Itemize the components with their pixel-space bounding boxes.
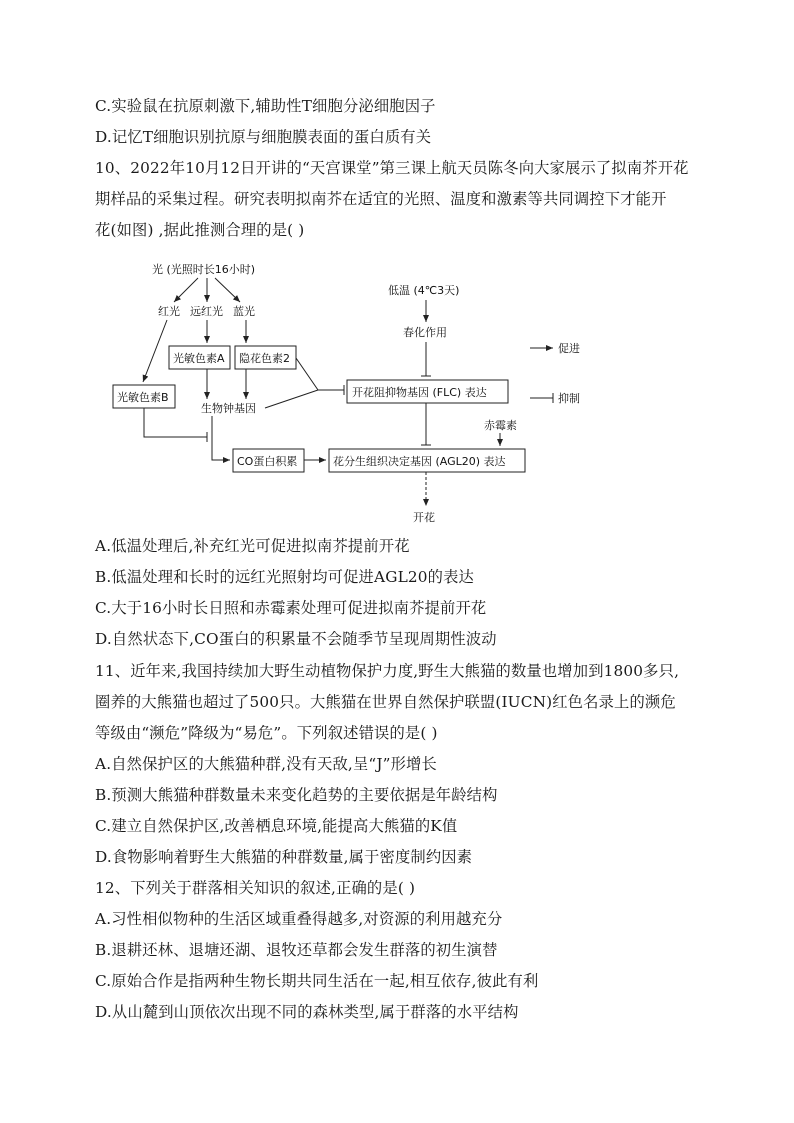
arrow-light-to-blue	[215, 278, 240, 302]
clock-gene-label: 生物钟基因	[201, 402, 256, 415]
arrow-light-to-red	[174, 278, 198, 302]
co-protein-label: CO蛋白积累	[237, 455, 298, 468]
flc-label: 开花阻抑物基因 (FLC) 表达	[352, 386, 487, 399]
q11-option-d: D.食物影响着野生大熊猫的种群数量,属于密度制约因素	[95, 848, 473, 866]
legend-promote-label: 促进	[558, 342, 580, 355]
agl20-label: 花分生组织决定基因 (AGL20) 表达	[333, 455, 506, 468]
far-red-light-label: 远红光	[190, 305, 223, 318]
arrow-clock-to-co	[212, 416, 230, 460]
inhibit-phyb-to-co	[144, 408, 207, 437]
inhibit-cry2-to-flc	[296, 358, 318, 390]
q12-option-a: A.习性相似物种的生活区域重叠得越多,对资源的利用越充分	[95, 910, 503, 928]
q11-option-a: A.自然保护区的大熊猫种群,没有天敌,呈“J”形增长	[95, 755, 437, 773]
q12-option-b: B.退耕还林、退塘还湖、退牧还草都会发生群落的初生演替	[95, 941, 498, 959]
arrow-red-to-phyb	[143, 320, 167, 382]
cryptochrome-2-label: 隐花色素2	[239, 352, 290, 365]
low-temp-label: 低温 (4℃3天)	[388, 284, 460, 297]
q12-stem: 12、下列关于群落相关知识的叙述,正确的是( )	[95, 879, 416, 897]
q10-stem-line-2: 期样品的采集过程。研究表明拟南芥在适宜的光照、温度和激素等共同调控下才能开	[95, 190, 667, 208]
blue-light-label: 蓝光	[233, 305, 255, 318]
q11-option-b: B.预测大熊猫种群数量未来变化趋势的主要依据是年龄结构	[95, 786, 498, 804]
legend-inhibit-label: 抑制	[558, 392, 580, 405]
phytochrome-b-label: 光敏色素B	[117, 391, 169, 404]
inhibit-clock-to-flc	[265, 390, 318, 408]
q11-option-c: C.建立自然保护区,改善栖息环境,能提高大熊猫的K值	[95, 817, 458, 835]
q12-option-d: D.从山麓到山顶依次出现不同的森林类型,属于群落的水平结构	[95, 1003, 519, 1021]
q10-stem-line-3: 花(如图) ,据此推测合理的是( )	[95, 221, 305, 239]
q10-option-d: D.自然状态下,CO蛋白的积累量不会随季节呈现周期性波动	[95, 630, 497, 648]
q11-stem-line-2: 圈养的大熊猫也超过了500只。大熊猫在世界自然保护联盟(IUCN)红色名录上的濒危	[95, 693, 676, 711]
vernalization-label: 春化作用	[403, 326, 447, 339]
q11-stem-line-1: 11、近年来,我国持续加大野生动植物保护力度,野生大熊猫的数量也增加到1800多只,	[95, 662, 680, 680]
gibberellin-label: 赤霉素	[484, 419, 517, 432]
q12-option-c: C.原始合作是指两种生物长期共同生活在一起,相互依存,彼此有利	[95, 972, 539, 990]
red-light-label: 红光	[158, 305, 180, 318]
flowering-label: 开花	[413, 511, 435, 524]
q10-option-c: C.大于16小时长日照和赤霉素处理可促进拟南芥提前开花	[95, 599, 487, 617]
q11-stem-line-3: 等级由“濒危”降级为“易危”。下列叙述错误的是( )	[95, 724, 438, 742]
q9-option-c: C.实验鼠在抗原刺激下,辅助性T细胞分泌细胞因子	[95, 97, 436, 115]
q10-option-b: B.低温处理和长时的远红光照射均可促进AGL20的表达	[95, 568, 474, 586]
q10-stem-line-1: 10、2022年10月12日开讲的“天宫课堂”第三课上航天员陈冬向大家展示了拟南芥开花	[95, 159, 689, 177]
phytochrome-a-label: 光敏色素A	[173, 352, 225, 365]
light-label: 光 (光照时长16小时)	[152, 263, 256, 276]
q9-option-d: D.记忆T细胞识别抗原与细胞膜表面的蛋白质有关	[95, 128, 432, 146]
q10-option-a: A.低温处理后,补充红光可促进拟南芥提前开花	[95, 537, 410, 555]
